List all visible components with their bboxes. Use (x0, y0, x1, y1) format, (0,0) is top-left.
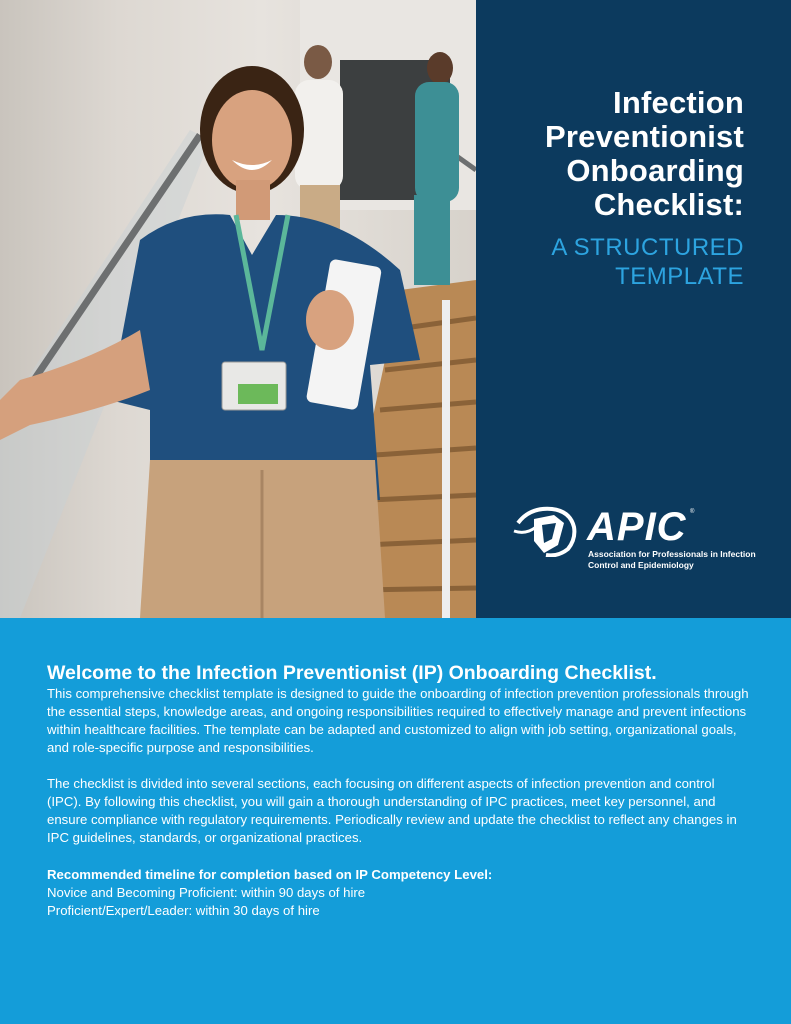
timeline-item: Proficient/Expert/Leader: within 30 days of hire (47, 903, 320, 918)
apic-tagline: Association for Professionals in Infection Control and Epidemiology (588, 549, 756, 570)
intro-paragraph-2: The checklist is divided into several sections, each focusing on different aspects of infection prevention and control (IPC). By following this checklist, you will gain a thorough understanding of IPC practices, meet key personnel, and ensure compliance with regulatory requirements. Periodically review and update the checklist to reflect any changes in IPC guidelines, standards, or organizational practices. (47, 776, 737, 845)
document-title: Infection Preventionist Onboarding Checklist: (545, 85, 744, 222)
intro-section (0, 618, 791, 1024)
title-panel (476, 0, 791, 618)
welcome-heading: Welcome to the Infection Preventionist (IP) Onboarding Checklist. (47, 662, 657, 684)
apic-logo (512, 505, 772, 575)
timeline-block (47, 866, 752, 920)
healthcare-worker-photo (0, 0, 476, 618)
timeline-item: Novice and Becoming Proficient: within 90 days of hire (47, 885, 366, 900)
apic-shield-icon (512, 505, 578, 557)
apic-wordmark: APIC (587, 505, 687, 549)
trademark-symbol: ® (690, 509, 695, 515)
document-subtitle: A STRUCTURED TEMPLATE (551, 234, 744, 290)
timeline-heading: Recommended timeline for completion based on IP Competency Level: (47, 867, 493, 882)
intro-paragraph-1: This comprehensive checklist template is designed to guide the onboarding of infection prevention professionals through the essential steps, knowledge areas, and ongoing responsibilities required to effectively manage and prevent infections within healthcare facilities. The template can be adapted and customized to align with job setting, organizational goals, and role-specific purpose and responsibilities. (47, 686, 749, 755)
photo-illustration (0, 0, 476, 618)
